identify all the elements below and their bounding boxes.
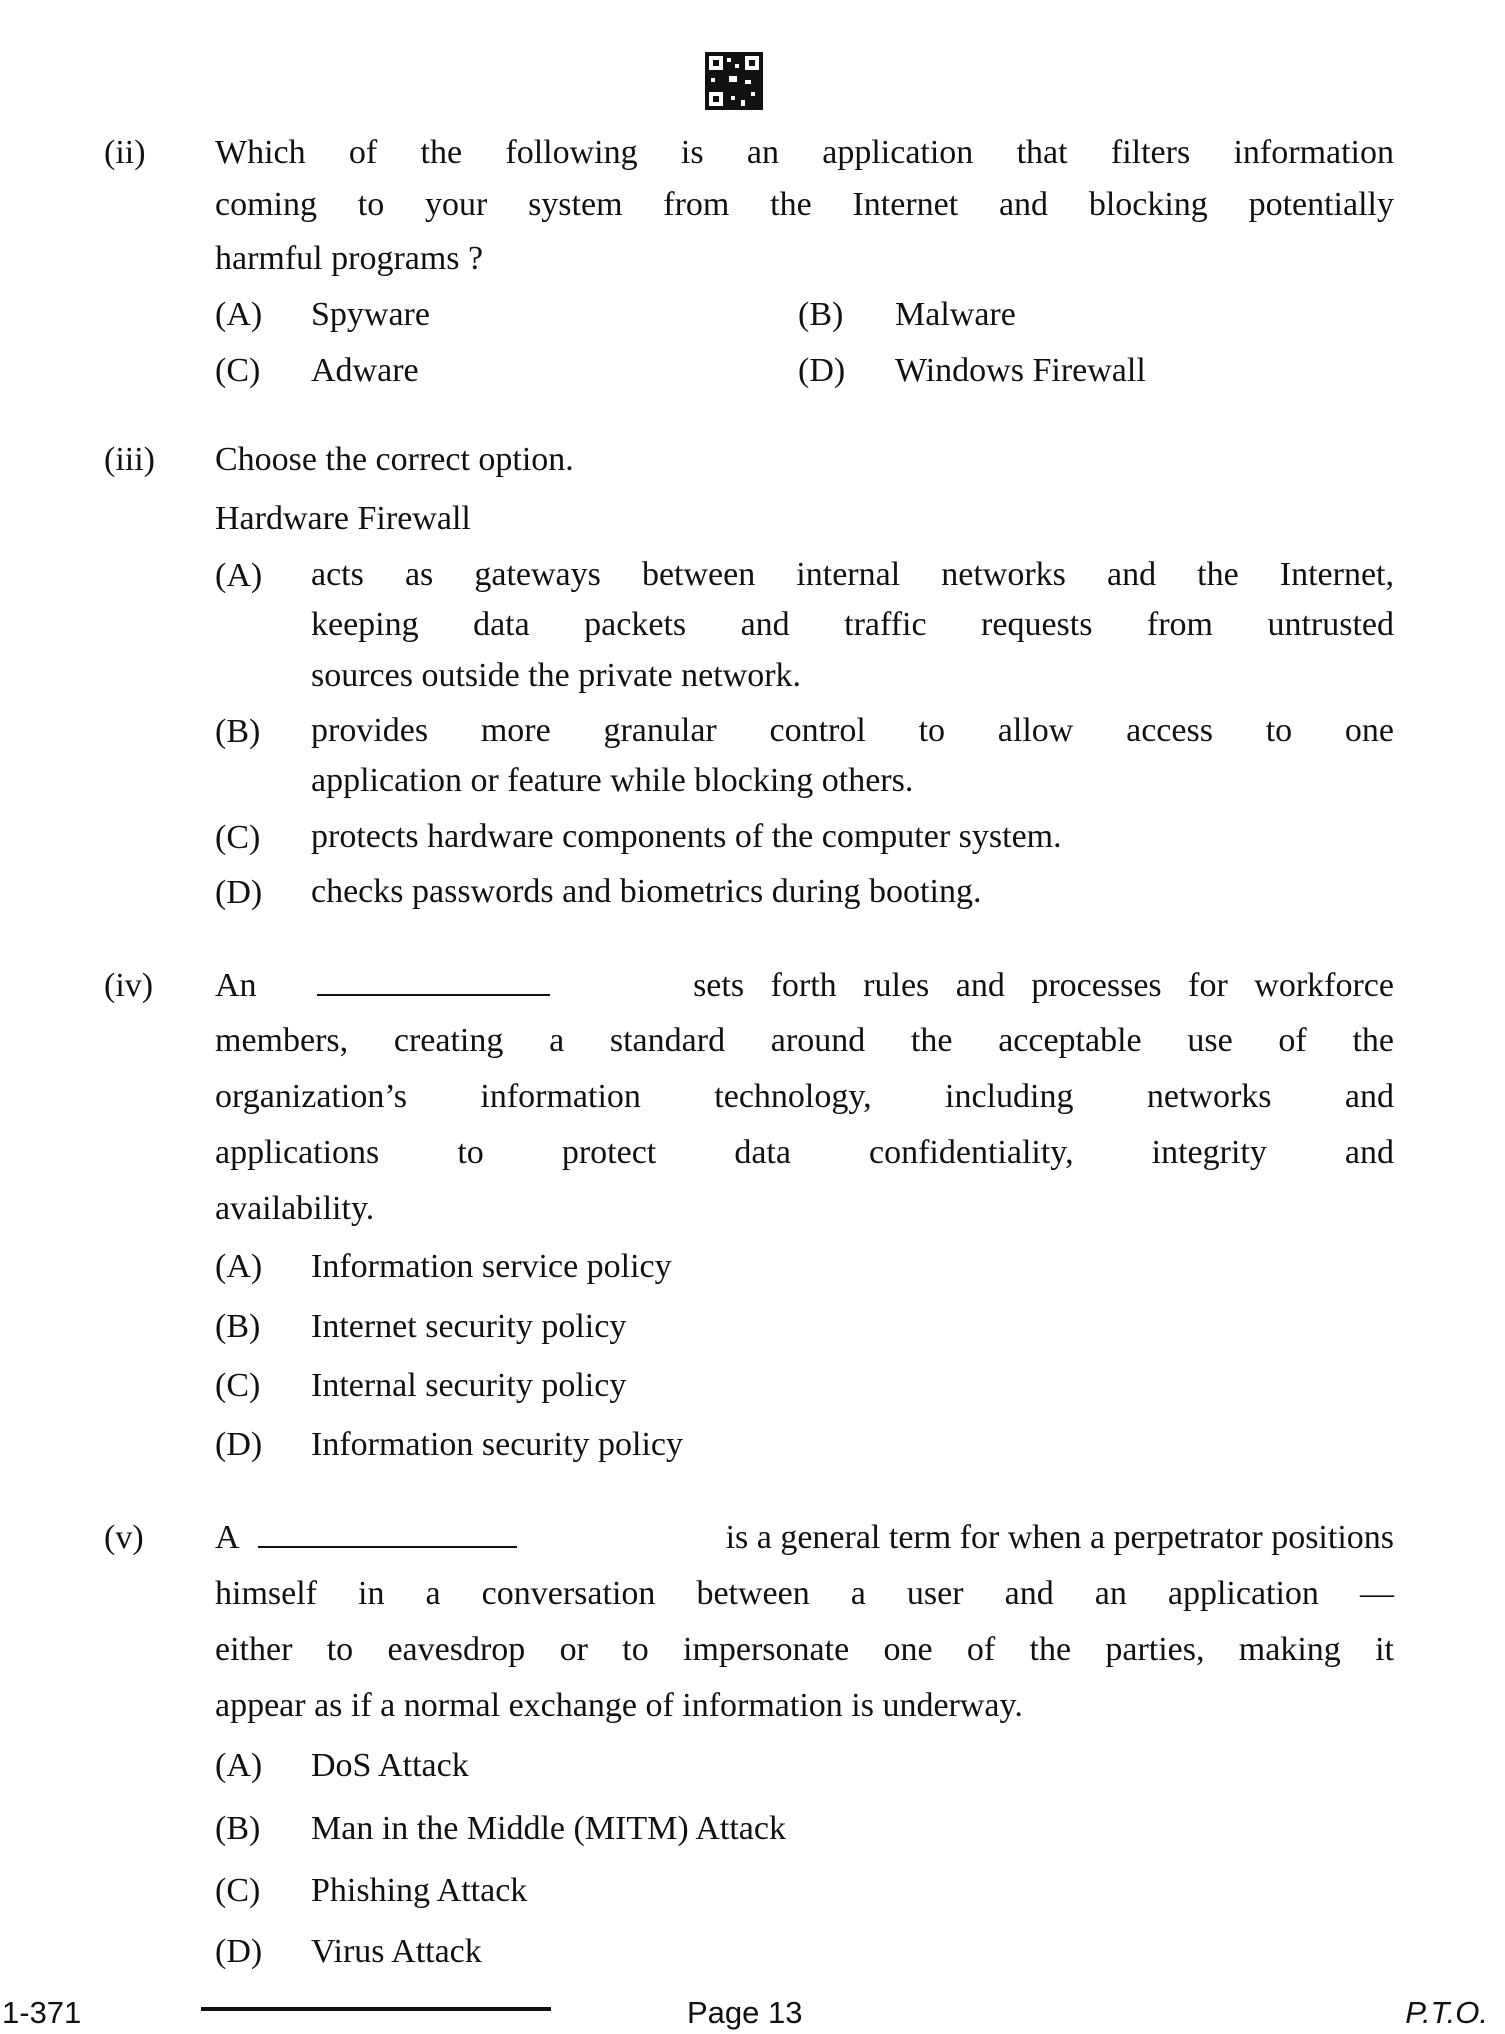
question-text-line: Which of the following is an application that filters information (215, 134, 1394, 171)
option-label: (A) (215, 1248, 263, 1285)
option-text: Information service policy (311, 1248, 672, 1285)
option-text: Internal security policy (311, 1367, 627, 1404)
option-label: (A) (215, 557, 263, 594)
question-text-line: himself in a conversation between a user and an application — (215, 1575, 1394, 1612)
option-label: (D) (798, 352, 846, 389)
option-text: Spyware (311, 296, 430, 333)
question-text-line (215, 960, 1394, 1012)
option-text: DoS Attack (311, 1747, 469, 1784)
question-text-line: appear as if a normal exchange of information is underway. (215, 1687, 1023, 1724)
option-text-line: keeping data packets and traffic requests from untrusted (311, 606, 1394, 643)
option-text: Man in the Middle (MITM) Attack (311, 1810, 786, 1847)
option-label: (D) (215, 1426, 263, 1463)
question-text-start: An (215, 967, 257, 1004)
question-text-line: Choose the correct option. (215, 441, 574, 478)
option-text: Virus Attack (311, 1933, 482, 1970)
option-text: Phishing Attack (311, 1872, 528, 1909)
question-number: (ii) (104, 134, 146, 171)
option-label: (B) (215, 1810, 261, 1847)
question-text-line: availability. (215, 1190, 375, 1227)
option-label: (C) (215, 1872, 261, 1909)
question-text-line: applications to protect data confidentiality, integrity and (215, 1134, 1394, 1171)
fill-in-blank (317, 964, 550, 996)
question-text-rest: is a general term for when a perpetrator positions (725, 1519, 1394, 1556)
option-label: (B) (215, 713, 261, 750)
question-text-line: coming to your system from the Internet and blocking potentially (215, 186, 1394, 223)
option-text-line: sources outside the private network. (311, 657, 802, 694)
qr-code-icon (705, 52, 763, 110)
question-text-line (215, 1512, 1394, 1564)
question-number: (iv) (104, 967, 154, 1004)
footer-rule (201, 2007, 551, 2011)
question-text-line: Hardware Firewall (215, 500, 471, 537)
option-label: (C) (215, 352, 261, 389)
option-text: Malware (895, 296, 1016, 333)
option-label: (C) (215, 819, 261, 856)
option-label: (C) (215, 1367, 261, 1404)
option-label: (A) (215, 296, 263, 333)
paper-code: 1-371 (2, 1995, 82, 2030)
question-number: (iii) (104, 441, 155, 478)
page-number: Page 13 (687, 1995, 803, 2030)
option-text-line: checks passwords and biometrics during booting. (311, 873, 982, 910)
option-text: Information security policy (311, 1426, 684, 1463)
question-text-line: either to eavesdrop or to impersonate one of the parties, making it (215, 1631, 1394, 1668)
question-number: (v) (104, 1519, 144, 1556)
option-text-line: provides more granular control to allow access to one (311, 712, 1394, 749)
option-text-line: protects hardware components of the computer system. (311, 818, 1062, 855)
question-text-line: organization’s information technology, including networks and (215, 1078, 1394, 1115)
question-text-line: members, creating a standard around the acceptable use of the (215, 1022, 1394, 1059)
option-label: (B) (215, 1308, 261, 1345)
option-text: Windows Firewall (895, 352, 1146, 389)
fill-in-blank (258, 1516, 517, 1548)
option-label: (B) (798, 296, 844, 333)
question-text-rest: sets forth rules and processes for workforce (693, 967, 1394, 1004)
option-text: Internet security policy (311, 1308, 627, 1345)
option-label: (D) (215, 1933, 263, 1970)
question-text-line: harmful programs ? (215, 240, 484, 277)
please-turn-over: P.T.O. (1405, 1995, 1488, 2030)
option-text-line: application or feature while blocking others. (311, 762, 914, 799)
option-text: Adware (311, 352, 419, 389)
option-text-line: acts as gateways between internal networks and the Internet, (311, 556, 1394, 593)
option-label: (D) (215, 874, 263, 911)
option-label: (A) (215, 1747, 263, 1784)
question-text-start: A (215, 1519, 238, 1556)
